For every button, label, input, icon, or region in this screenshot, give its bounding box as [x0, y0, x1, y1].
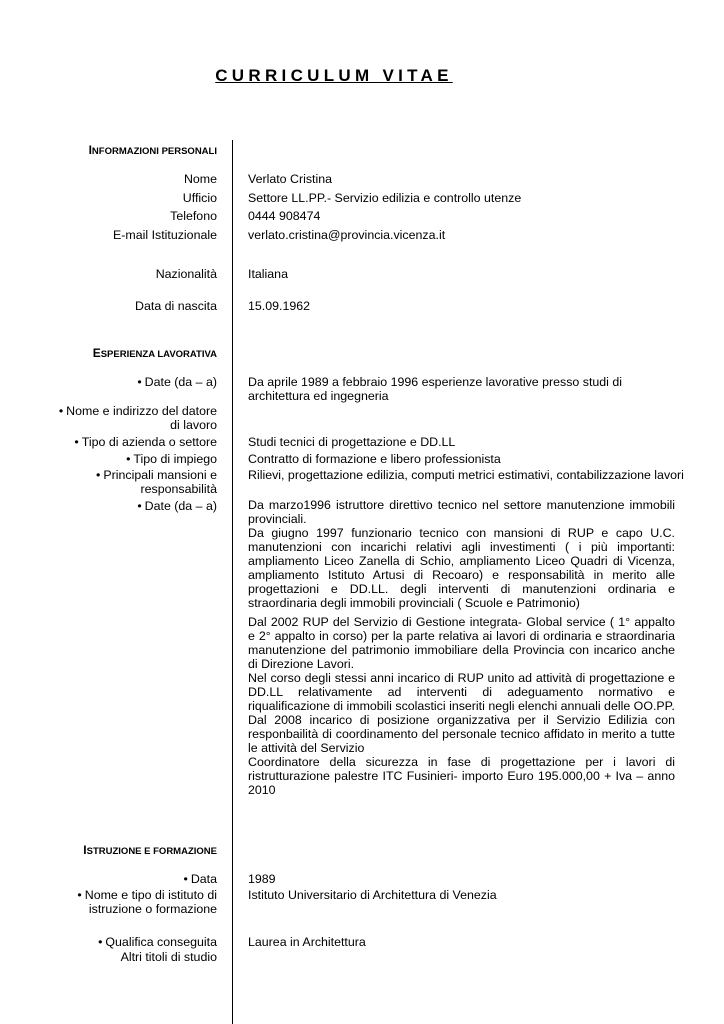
- label-data-nascita: Data di nascita: [135, 299, 217, 313]
- bullet: •: [137, 375, 142, 389]
- value-work-block-2: Dal 2002 RUP del Servizio di Gestione integrata- Global service ( 1° appalto e 2° appalto in corso) per la parte relativa ai lavori di ordinaria e straordinaria manutenzione del patrimonio immobiliare della Provincia con incarico anche di Direzione Lavori. Nel corso degli stessi anni incarico di RUP unito ad attività di progettazione e DD.LL relativamente ad interventi di adeguamento normativo e riqualificazione di immobili scolastici inseriti negli elenchi annuali delle OO.PP. Dal 2008 incarico di posizione organizzativa per il Servizio Edilizia con responbailità di coordinamento del personale tecnico affidato in merito a tutte le attività del Servizio Coordinatore della sicurezza in fase di progettazione per i lavori di ristrutturazione palestre ITC Fusinieri- importo Euro 195.000,00 + Iva – anno 2010: [248, 615, 675, 797]
- value-mansioni: Rilievi, progettazione edilizia, computi metrici estimativi, contabilizzazione lavori: [248, 468, 684, 482]
- label-azienda: • Tipo di azienda o settore: [74, 435, 217, 449]
- label-telefono: Telefono: [170, 209, 217, 223]
- value-email: verlato.cristina@provincia.vicenza.it: [248, 228, 446, 242]
- value-ufficio: Settore LL.PP.- Servizio edilizia e controllo utenze: [248, 191, 522, 205]
- value-work-block-1: Da marzo1996 istruttore direttivo tecnico nel settore manutenzione immobili provinciali. Da giugno 1997 funzionario tecnico con mansioni di RUP e capo U.C. manutenzioni con incarichi relativi agli investimenti ( i più importanti: ampliamento Liceo Zanella di Schio, ampliamento Liceo Quadri di Vicenza, ampliamento Istituto Artusi di Recoaro) e responsabilità in merito alle progettazioni e DD.LL. degli interventi di manutenzioni ordinaria e straordinaria degli immobili provinciali ( Scuole e Patrimonio): [248, 498, 675, 610]
- section-heading-work: ESPERIENZA LAVORATIVA: [92, 346, 217, 360]
- section-heading-personal: INFORMAZIONI PERSONALI: [88, 143, 217, 157]
- label-nazionalita: Nazionalità: [155, 267, 217, 281]
- label-ufficio: Ufficio: [182, 191, 217, 205]
- label-work-date: • Date (da – a): [137, 375, 217, 389]
- value-impiego: Contratto di formazione e libero professionista: [248, 452, 501, 466]
- label-qualifica: • Qualifica conseguita: [98, 935, 217, 949]
- value-data-nascita: 15.09.1962: [248, 299, 311, 313]
- value-nazionalita: Italiana: [248, 267, 288, 281]
- section-heading-education: ISTRUZIONE E FORMAZIONE: [83, 843, 217, 857]
- label-nome: Nome: [183, 172, 217, 186]
- cv-title: CURRICULUM VITAE: [215, 66, 453, 85]
- value-telefono: 0444 908474: [248, 209, 321, 223]
- label-datore: • Nome e indirizzo del datore di lavoro: [58, 404, 217, 432]
- value-work-date-1: Da aprile 1989 a febbraio 1996 esperienze lavorative presso studi di architettura ed ingegneria: [248, 375, 623, 403]
- label-mansioni: • Principali mansioni e responsabilità: [96, 468, 217, 496]
- label-edu-data: • Data: [183, 872, 217, 886]
- value-azienda: Studi tecnici di progettazione e DD.LL: [248, 435, 456, 449]
- label-email: E-mail Istituzionale: [113, 228, 217, 242]
- label-work-date-2: • Date (da – a): [137, 499, 217, 513]
- label-altri-titoli: Altri titoli di studio: [120, 950, 217, 964]
- label-impiego: • Tipo di impiego: [126, 452, 217, 466]
- value-qualifica: Laurea in Architettura: [248, 935, 366, 949]
- value-istituto: Istituto Universitario di Architettura di Venezia: [248, 888, 497, 902]
- column-divider: [232, 140, 233, 1024]
- value-edu-data: 1989: [248, 872, 276, 886]
- label-istituto: • Nome e tipo di istituto di istruzione o formazione: [77, 888, 217, 916]
- value-nome: Verlato Cristina: [248, 172, 333, 186]
